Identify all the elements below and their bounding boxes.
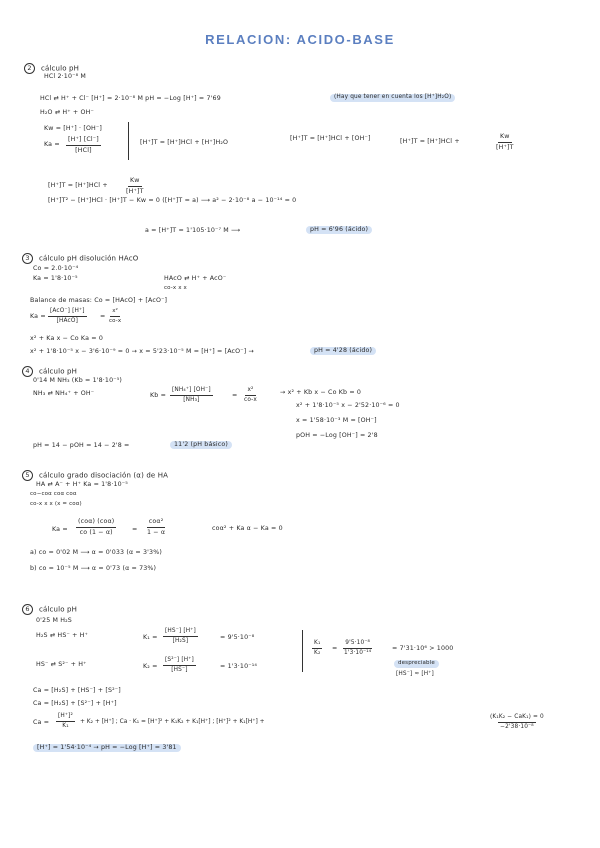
equation: NH₃ ⇄ NH₄⁺ + OH⁻ — [33, 390, 95, 397]
section-3-heading: 3 cálculo pH disolución HAcO — [22, 253, 138, 264]
relation: x² + 1'8·10⁻⁵ x − 2'52·10⁻⁶ = 0 — [296, 402, 400, 409]
highlight-result: 11'2 (pH básico) — [170, 441, 232, 449]
equation: HS⁻ ⇄ S²⁻ + H⁺ — [36, 661, 87, 668]
equation-chain: + K₂ + [H⁺] ; Ca · K₁ = [H⁺]² + K₁K₂ + K₁[H⁺] ; [H⁺]² + K₁[H⁺] + — [80, 719, 265, 725]
ca-label: Ca = — [33, 719, 50, 726]
k2-fraction: $\frac{\text{[S²⁻] [H⁺]}}{[HS^-]}$ — [165, 657, 194, 674]
equation: H₂O ⇄ H⁺ + OH⁻ — [40, 109, 94, 116]
equation-sub: co-x x x — [164, 285, 187, 291]
section-number: 2 — [24, 63, 35, 74]
ka-fraction: [AcO⁻] [H⁺] [HAcO] — [50, 308, 85, 325]
highlight-note: (Hay que tener en cuenta los [H⁺]H₂O) — [330, 94, 455, 102]
ka-label: Ka = — [52, 526, 68, 533]
equation: HCl ⇄ H⁺ + Cl⁻ [H⁺] = 2·10⁻⁸ M pH = −Log [H⁺] = 7'69 — [40, 95, 221, 102]
kb-fraction: $\frac{\text{[NH₄⁺] [OH⁻]}}{\text{[NH₃]}}$ — [172, 387, 211, 404]
highlight-result: pH = 4'28 (ácido) — [310, 347, 376, 355]
k2-label: K₂ = — [143, 663, 158, 670]
equation-sub: co−coα coα coα — [30, 491, 77, 497]
given-value: HCl 2·10⁻⁸ M — [44, 73, 86, 80]
equation: H₂S ⇄ HS⁻ + H⁺ — [36, 632, 89, 639]
x-fraction: $\frac{\text{x²}}{co-x}$ — [244, 387, 257, 404]
k-ratio-values: $\frac{\text{9'5·10⁻⁸}}{\text{1'3·10⁻¹⁴}}$ — [344, 640, 372, 657]
relation: [H⁺]T = [H⁺]HCl + [H⁺]H₂O — [140, 139, 229, 146]
relation: pOH = −Log [OH⁻] = 2'8 — [296, 432, 378, 439]
given-value: 0'14 M NH₃ (Kb = 1'8·10⁻⁵) — [33, 377, 122, 384]
relation: [H⁺]T = [H⁺]HCl + — [400, 138, 460, 145]
section-number: 3 — [22, 253, 33, 264]
given-value: Co = 2.0·10⁻⁴ — [33, 265, 79, 272]
k1-value: = 9'5·10⁻⁸ — [220, 634, 255, 641]
given-value: 0'25 M H₂S — [36, 617, 72, 624]
kw-fraction: $\frac{Kw}{[H^+]T}$ — [496, 133, 514, 151]
highlight-label: despreciable — [394, 660, 439, 668]
section-number: 6 — [22, 604, 33, 615]
section-number: 4 — [22, 366, 33, 377]
ka-label: Ka = — [44, 141, 60, 148]
relation: x = 1'58·10⁻³ M = [OH⁻] — [296, 417, 377, 424]
ca-fraction: $\frac{\text{[H⁺]²}}{\text{K₁}}$ — [58, 713, 74, 730]
quadratic: x² + 1'8·10⁻⁵ x − 3'6·10⁻⁹ = 0 → x = 5'23·10⁻⁵ M = [H⁺] = [AcO⁻] → — [30, 348, 254, 355]
mass-balance: Balance de masas: Co = [HAcO] + [AcO⁻] — [30, 297, 168, 304]
section-4-heading: 4 cálculo pH — [22, 366, 77, 377]
equation-sub: co-x x x (x = coα) — [30, 501, 82, 507]
quadratic: [H⁺]T² − [H⁺]HCl · [H⁺]T − Kw = 0 ([H⁺]T = a) ⟶ a² − 2·10⁻⁸ a − 10⁻¹⁴ = 0 — [48, 197, 297, 204]
relation: [H⁺]T = [H⁺]HCl + — [48, 182, 108, 189]
quadratic: x² + Ka x − Co Ka = 0 — [30, 335, 103, 342]
equation: HAcO ⇄ H⁺ + AcO⁻ — [164, 275, 227, 282]
brace — [128, 122, 129, 160]
section-6-heading: 6 cálculo pH — [22, 604, 77, 615]
alpha-fraction: coα² 1 − α — [147, 518, 166, 536]
highlight-result: [H⁺] = 1'54·10⁻⁴ → pH = −Log [H⁺] = 3'81 — [33, 744, 181, 752]
page-title: RELACION: ACIDO-BASE — [205, 32, 395, 47]
k-ratio: $\frac{\text{K₁}}{\text{K₂}}$ — [314, 640, 321, 657]
approximation: [HS⁻] ≈ [H⁺] — [396, 671, 434, 677]
ratio-result: = 7'31·10⁶ > 1000 — [392, 645, 454, 652]
equation: HA ⇄ A⁻ + H⁺ Ka = 1'8·10⁻⁵ — [36, 481, 128, 488]
ph-calc: pH = 14 − pOH = 14 − 2'8 = — [33, 442, 130, 449]
result: a = [H⁺]T = 1'105·10⁻⁷ M ⟶ — [145, 227, 241, 234]
balance: Ca = [H₂S] + [HS⁻] + [S²⁻] — [33, 687, 121, 694]
x-fraction: $\frac{\text{x²}}{co-x}$ — [109, 308, 122, 324]
underbrace-term: (K₁K₂ − CaK₁) = 0 −2'38·10⁻⁸ — [490, 714, 544, 731]
highlight-result: pH = 6'96 (ácido) — [306, 226, 372, 234]
k1-label: K₁ = — [143, 634, 158, 641]
ka-fraction: [H⁺] [Cl⁻] [HCl] — [68, 136, 99, 154]
given-value: Ka = 1'8·10⁻⁵ — [33, 275, 78, 282]
section-5-heading: 5 cálculo grado disociación (α) de HA — [22, 470, 168, 481]
answer-b: b) co = 10⁻⁵ M ⟶ α = 0'73 (α = 73%) — [30, 565, 157, 572]
kw-fraction: $\frac{Kw}{[H^+]T}$ — [126, 177, 144, 195]
balance: Ca = [H₂S] + [S²⁻] + [H⁺] — [33, 700, 117, 707]
k2-value: = 1'3·10⁻¹⁴ — [220, 663, 258, 670]
separator-line — [302, 630, 303, 672]
ka-label: Ka = — [30, 313, 46, 320]
section-2-heading: 2 cálculo pH — [24, 63, 79, 74]
section-number: 5 — [22, 470, 33, 481]
ka-fraction: (coα) (coα) co (1 − α) — [78, 518, 115, 536]
relation: → x² + Kb x − Co Kb = 0 — [280, 389, 362, 396]
k1-fraction: $\frac{[HS^-] [H^+]}{\text{[H₂S]}}$ — [165, 628, 196, 645]
relation: [H⁺]T = [H⁺]HCl + [OH⁻] — [290, 135, 371, 142]
answer-a: a) co = 0'02 M ⟶ α = 0'033 (α = 3'3%) — [30, 549, 162, 556]
quadratic: coα² + Ka α − Ka = 0 — [212, 525, 283, 532]
kb-label: Kb = — [150, 392, 167, 399]
kw-expression: Kw = [H⁺] · [OH⁻] — [44, 125, 103, 132]
